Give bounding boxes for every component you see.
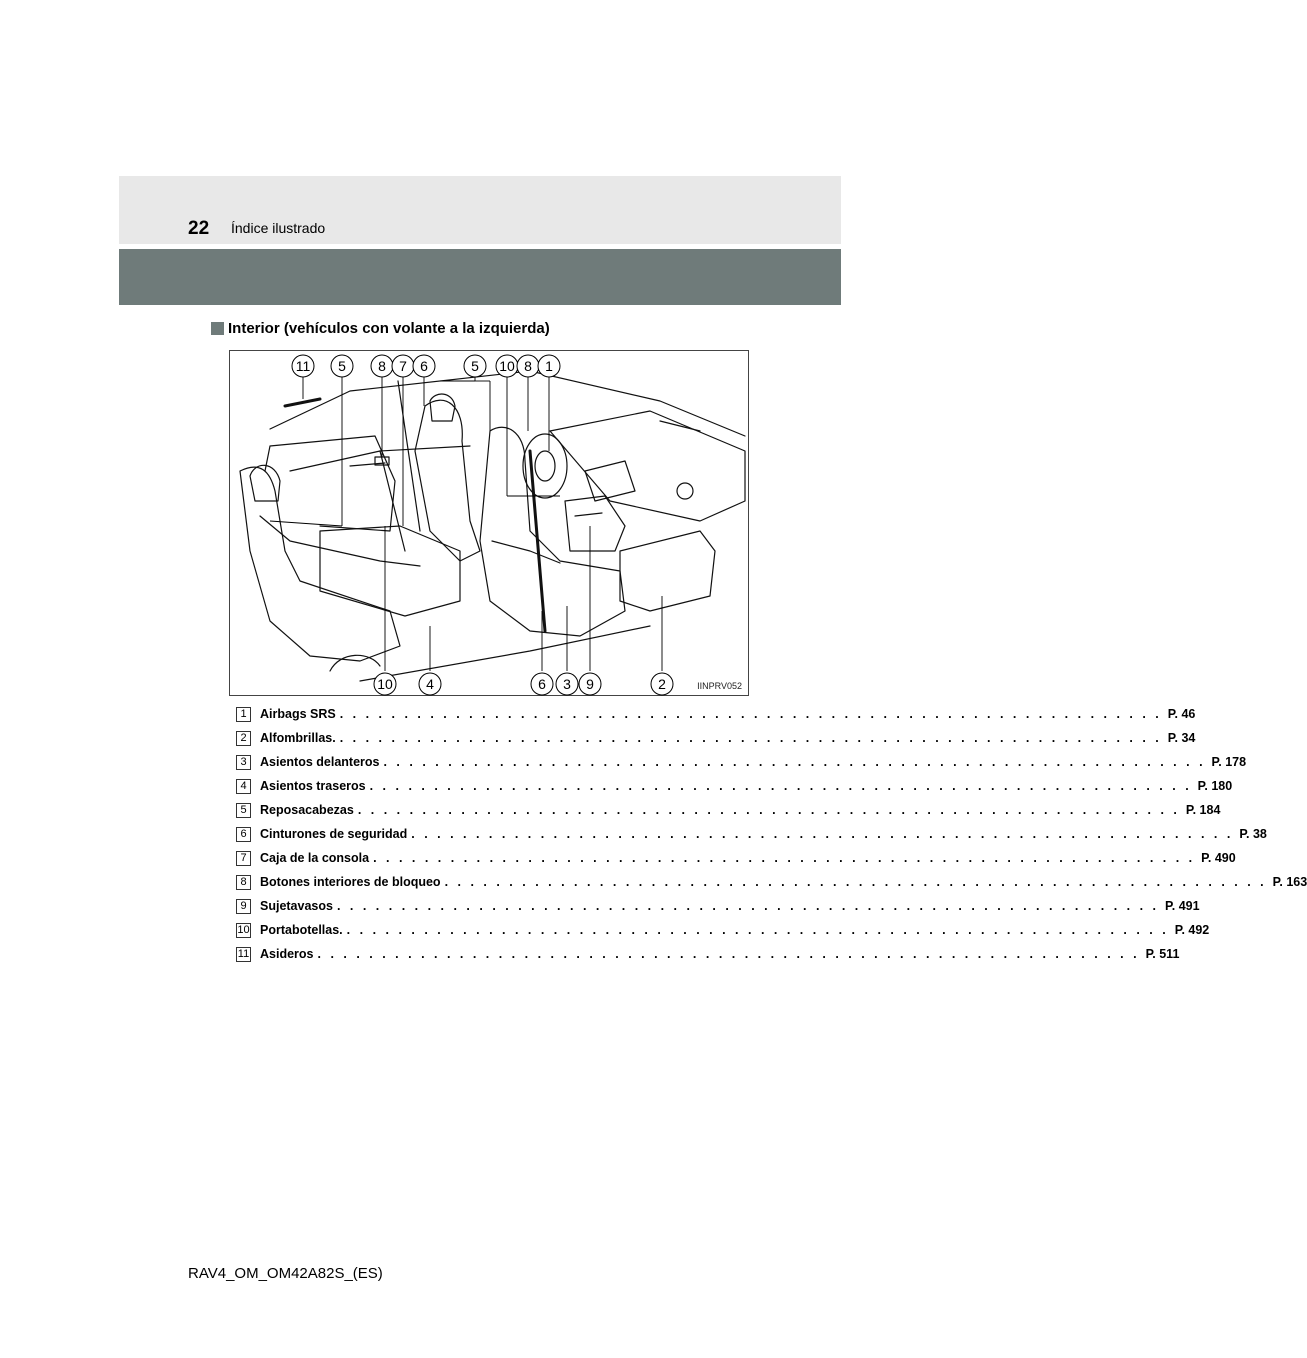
leader-dots: . . . . . . . . . . . . . . . . . . . . . . . . . . . . . . . . . . . . . . . . . . . . . . . . . . . . . . . . . . . . . . . .	[411, 827, 1234, 841]
item-number: 10	[237, 924, 250, 936]
subsection-heading	[211, 318, 550, 338]
leader-dots: . . . . . . . . . . . . . . . . . . . . . . . . . . . . . . . . . . . . . . . . . . . . . . . . . . . . . . . . . . . . . . . .	[383, 755, 1206, 769]
list-item	[236, 896, 1200, 916]
item-number: 7	[236, 851, 251, 866]
item-label: Portabotellas.	[260, 923, 343, 937]
list-item	[236, 776, 1233, 796]
section-title: Índice ilustrado	[231, 220, 326, 236]
page-reference[interactable]: P. 180	[1197, 779, 1233, 793]
bottom-callout-label: 9	[586, 676, 594, 692]
item-number: 5	[236, 803, 251, 818]
page-reference[interactable]: P. 38	[1239, 827, 1267, 841]
list-item	[236, 824, 1267, 844]
item-label: Cinturones de seguridad	[260, 827, 408, 841]
list-item	[236, 872, 1307, 892]
top-callout-label: 7	[399, 358, 407, 374]
figure-code: IINPRV052	[697, 681, 742, 691]
item-label: Asientos delanteros	[260, 755, 380, 769]
list-item	[236, 920, 1210, 940]
car-interior-drawing	[230, 351, 748, 695]
leader-dots: . . . . . . . . . . . . . . . . . . . . . . . . . . . . . . . . . . . . . . . . . . . . . . . . . . . . . . . . . . . . . . . .	[339, 731, 1162, 745]
bottom-callout-label: 10	[377, 676, 393, 692]
list-item	[236, 728, 1196, 748]
top-callout-label: 8	[378, 358, 386, 374]
page-reference[interactable]: P. 34	[1167, 731, 1196, 745]
list-item	[236, 752, 1247, 772]
item-number: 8	[236, 875, 251, 890]
list-item	[236, 944, 1180, 964]
item-label: Asientos traseros	[260, 779, 366, 793]
bottom-callout-label: 2	[658, 676, 666, 692]
top-callout-label: 8	[524, 358, 532, 374]
page-reference[interactable]: P. 184	[1185, 803, 1221, 817]
item-number: 4	[236, 779, 251, 794]
subsection-title: Interior (vehículos con volante a la izquierda)	[228, 319, 550, 337]
top-callout-label: 1	[545, 358, 553, 374]
top-callout-label: 5	[471, 358, 479, 374]
leader-dots: . . . . . . . . . . . . . . . . . . . . . . . . . . . . . . . . . . . . . . . . . . . . . . . . . . . . . . . . . . . . . . . .	[339, 707, 1162, 721]
leader-dots: . . . . . . . . . . . . . . . . . . . . . . . . . . . . . . . . . . . . . . . . . . . . . . . . . . . . . . . . . . . . . . . .	[336, 899, 1160, 913]
leader-dots: . . . . . . . . . . . . . . . . . . . . . . . . . . . . . . . . . . . . . . . . . . . . . . . . . . . . . . . . . . . . . . . .	[444, 875, 1267, 889]
item-number: 3	[236, 755, 251, 770]
section-banner	[119, 249, 841, 305]
document-id: RAV4_OM_OM42A82S_(ES)	[188, 1265, 383, 1282]
item-number: 2	[236, 731, 251, 746]
page-number: 22	[188, 218, 210, 239]
list-item	[236, 704, 1196, 724]
page-reference[interactable]: P. 163	[1272, 875, 1307, 889]
page-reference[interactable]: P. 492	[1174, 923, 1210, 937]
item-number: 1	[236, 707, 251, 722]
page-reference[interactable]: P. 490	[1201, 851, 1236, 865]
item-label: Caja de la consola	[260, 851, 370, 865]
item-label: Botones interiores de bloqueo	[260, 875, 441, 889]
leader-dots: . . . . . . . . . . . . . . . . . . . . . . . . . . . . . . . . . . . . . . . . . . . . . . . . . . . . . . . . . . . . . . . .	[346, 923, 1169, 937]
top-callout-label: 10	[499, 358, 515, 374]
page-reference[interactable]: P. 491	[1165, 899, 1200, 913]
top-callout-label: 6	[420, 358, 428, 374]
interior-illustration	[229, 350, 749, 696]
leader-dots: . . . . . . . . . . . . . . . . . . . . . . . . . . . . . . . . . . . . . . . . . . . . . . . . . . . . . . . . . . . . . . . .	[317, 947, 1140, 961]
item-label: Airbags SRS	[260, 707, 336, 721]
header-band	[119, 176, 841, 244]
item-label: Asideros	[260, 947, 314, 961]
item-number: 9	[236, 899, 251, 914]
bottom-callout-label: 3	[563, 676, 571, 692]
square-bullet-icon	[211, 322, 224, 335]
leader-dots: . . . . . . . . . . . . . . . . . . . . . . . . . . . . . . . . . . . . . . . . . . . . . . . . . . . . . . . . . . . . . . . .	[369, 779, 1192, 793]
top-callout-label: 5	[338, 358, 346, 374]
leader-dots: . . . . . . . . . . . . . . . . . . . . . . . . . . . . . . . . . . . . . . . . . . . . . . . . . . . . . . . . . . . . . . . .	[357, 803, 1180, 817]
page-reference[interactable]: P. 46	[1167, 707, 1196, 721]
list-item	[236, 800, 1221, 820]
bottom-callout-label: 6	[538, 676, 546, 692]
page-reference[interactable]: P. 511	[1145, 947, 1180, 961]
leader-dots: . . . . . . . . . . . . . . . . . . . . . . . . . . . . . . . . . . . . . . . . . . . . . . . . . . . . . . . . . . . . . . . .	[373, 851, 1196, 865]
page-reference[interactable]: P. 178	[1211, 755, 1247, 769]
item-number: 6	[236, 827, 251, 842]
item-number: 11	[237, 948, 250, 960]
list-item	[236, 848, 1236, 868]
item-label: Reposacabezas	[260, 803, 354, 817]
top-callout-label: 11	[295, 358, 311, 374]
item-label: Alfombrillas.	[260, 731, 336, 745]
bottom-callout-label: 4	[426, 676, 434, 692]
item-label: Sujetavasos	[260, 899, 333, 913]
